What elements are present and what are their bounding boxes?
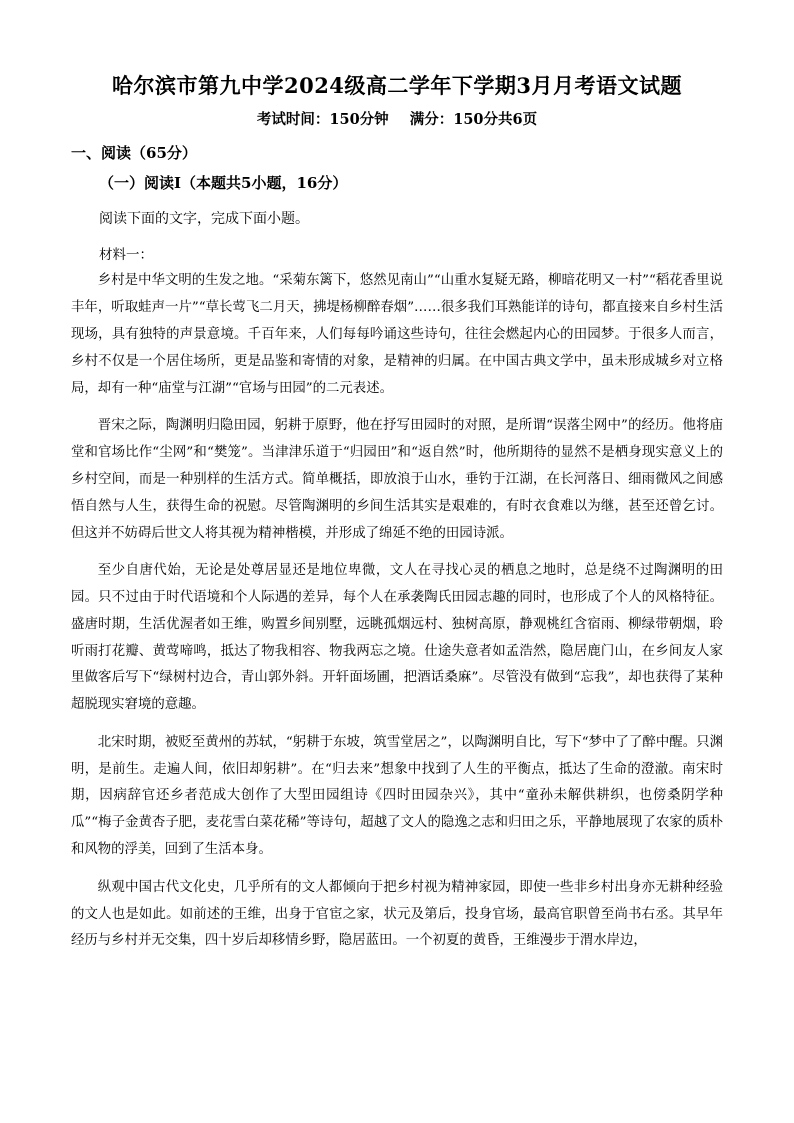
passage-paragraph: 纵观中国古代文化史，几乎所有的文人都倾向于把乡村视为精神家园，即使一些非乡村出身亦无耕种经验的文人也是如此。如前述的王维，出身于官宦之家，状元及第后，投身官场，最高官职曾至尚书右丞。其早年经历与乡村并无交集，四十岁后却移情乡野，隐居蓝田。一个初夏的黄昏，王维漫步于渭水岸边， (71, 879, 723, 949)
section-heading: 一、阅读（65分） (71, 144, 197, 162)
reading-instruction: 阅读下面的文字，完成下面小题。 (99, 211, 309, 227)
full-score: 满分：150分共6页 (409, 111, 538, 128)
passage-paragraph: 北宋时期，被贬至黄州的苏轼，“躬耕于东坡，筑雪堂居之”，以陶渊明自比，写下“梦中了了醉中醒。只渊明，是前生。走遍人间，依旧却躬耕”。在“归去来”想象中找到了人生的平衡点，抵达了生命的澄澈。南宋时期，因病辞官还乡者范成大创作了大型田园组诗《四时田园杂兴》，其中“童孙未解供耕织，也傍桑阴学种瓜”“梅子金黄杏子肥，麦花雪白菜花稀”等诗句，超越了文人的隐逸之志和归田之乐，平静地展现了农家的质朴和风物的浮美，回到了生活本身。 (71, 734, 723, 858)
material-label: 材料一： (99, 247, 153, 263)
exam-time: 考试时间：150分钟 (256, 111, 389, 128)
exam-title: 哈尔滨市第九中学2024级高二学年下学期3月月考语文试题 (111, 73, 683, 98)
passage-paragraph: 至少自唐代始，无论是处尊居显还是地位卑微，文人在寻找心灵的栖息之地时，总是绕不过陶渊明的田园。只不过由于时代语境和个人际遇的差异，每个人在承袭陶氏田园志趣的同时，也形成了个人的风格特征。盛唐时期，生活优渥者如王维，购置乡间别墅，远眺孤烟远村、独树高原，静观桃红含宿雨、柳绿带朝烟，聆听雨打花瓣、黄莺啼鸣，抵达了物我相容、物我两忘之境。仕途失意者如孟浩然，隐居鹿门山，在乡间友人家里做客后写下“绿树村边合，青山郭外斜。开轩面场圃，把酒话桑麻”。尽管没有做到“忘我”，却也获得了某种超脱现实窘境的意趣。 (71, 562, 723, 713)
reading-passage (71, 268, 723, 966)
passage-paragraph: 晋宋之际，陶渊明归隐田园，躬耕于原野，他在抒写田园时的对照，是所谓“误落尘网中”的经历。他将庙堂和官场比作“尘网”和“樊笼”。当津津乐道于“归园田”和“返自然”时，他所期待的显然不是栖身现实意义上的乡村空间，而是一种别样的生活方式。简单概括，即放浪于山水，垂钓于江湖，在长河落日、细雨微风之间感悟自然与人生，获得生命的祝慰。尽管陶渊明的乡间生活其实是艰难的，有时衣食难以为继，甚至还曾乞讨。但这并不妨碍后世文人将其视为精神楷模，并形成了绵延不绝的田园诗派。 (71, 417, 723, 541)
passage-paragraph: 乡村是中华文明的生发之地。“采菊东篱下，悠然见南山”“山重水复疑无路，柳暗花明又一村”“稻花香里说丰年，听取蛙声一片”“草长莺飞二月天，拂堤杨柳醉春烟”……很多我们耳熟能详的诗句，都直接来自乡村生活现场，具有独特的声景意境。千百年来，人们每每吟诵这些诗句，往往会燃起内心的田园梦。于很多人而言，乡村不仅是一个居住场所，更是品鉴和寄情的对象，是精神的归属。在中国古典文学中，虽未形成城乡对立格局，却有一种“庙堂与江湖”“官场与田园”的二元表述。 (71, 273, 723, 396)
exam-info (0, 108, 794, 129)
subsection-heading: （一）阅读Ⅰ（本题共5小题，16分） (99, 174, 348, 192)
